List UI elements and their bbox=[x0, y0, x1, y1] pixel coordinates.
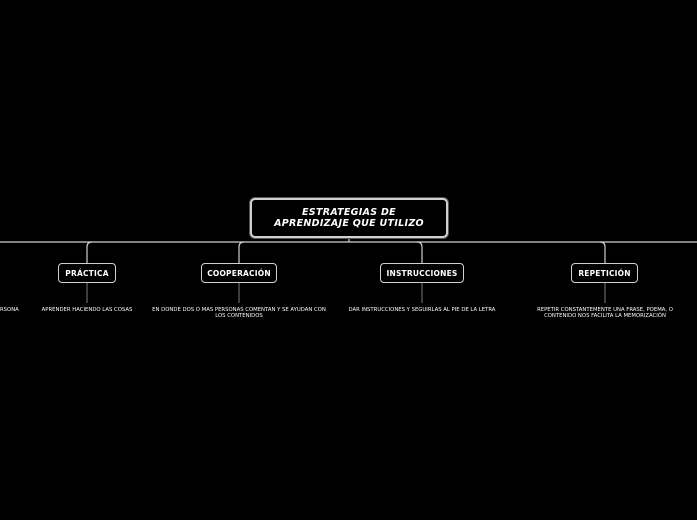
topic-label-cooperacion: COOPERACIÓN bbox=[207, 268, 271, 278]
subtopic-text-instrucciones[interactable]: DAR INSTRUCCIONES Y SEGUIRLAS AL PIE DE LA LETRA bbox=[348, 307, 496, 313]
root-title: ESTRATEGIAS DE APRENDIZAJE QUE UTILIZO bbox=[274, 207, 424, 229]
drop-line-cooperacion bbox=[239, 242, 244, 264]
topic-label-instrucciones: INSTRUCCIONES bbox=[386, 268, 458, 278]
subtopic-text-cooperacion[interactable]: EN DONDE DOS O MAS PERSONAS COMENTAN Y SE AYUDAN CON LOS CONTENIDOS bbox=[152, 307, 326, 320]
drop-line-instrucciones bbox=[417, 242, 422, 264]
root-node[interactable] bbox=[250, 198, 448, 238]
topic-node-instrucciones[interactable] bbox=[380, 263, 464, 283]
subtopic-text-practica[interactable]: APRENDER HACIENDO LAS COSAS bbox=[41, 307, 133, 313]
drop-line-repeticion bbox=[600, 242, 605, 264]
topic-label-practica: PRÁCTICA bbox=[65, 268, 109, 278]
subtopic-text-clipped[interactable]: RSONA bbox=[0, 307, 19, 313]
topic-node-cooperacion[interactable] bbox=[201, 263, 277, 283]
drop-line-practica bbox=[87, 242, 92, 264]
subtopic-text-repeticion[interactable]: REPETIR CONSTANTEMENTE UNA FRASE, POEMA, O CONTENIDO NOS FACILITA LA MEMORIZACIÓN bbox=[537, 307, 673, 320]
topic-label-repeticion: REPETICIÓN bbox=[578, 268, 631, 278]
topic-node-repeticion[interactable] bbox=[571, 263, 638, 283]
topic-node-practica[interactable] bbox=[58, 263, 116, 283]
